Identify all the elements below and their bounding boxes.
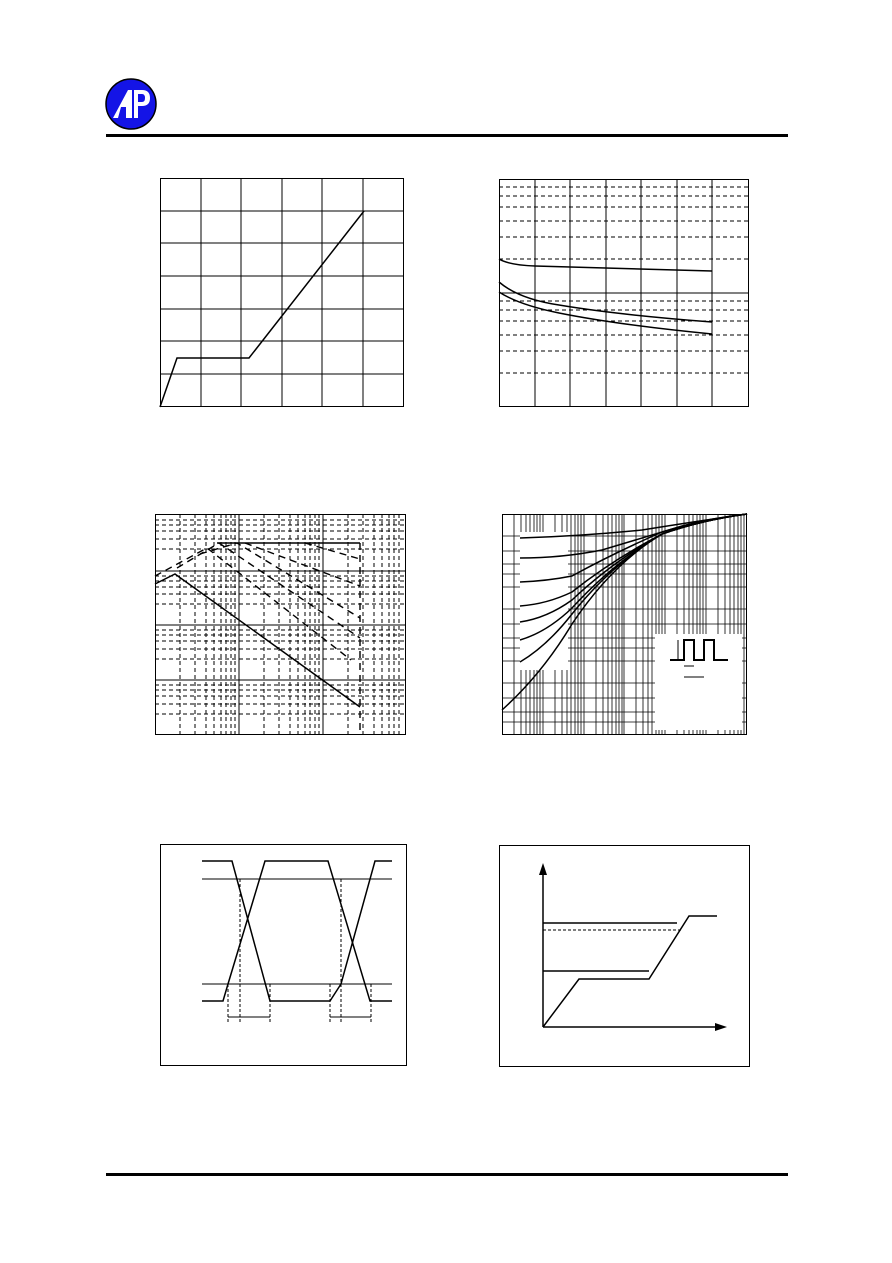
fig4-label-area — [520, 532, 568, 670]
fig4-pulse-inset — [655, 634, 742, 730]
fig3-pulse-5 — [305, 543, 360, 559]
fig6-y-arrow — [539, 863, 547, 875]
fig2-grid — [499, 179, 749, 407]
fig6-x-arrow — [715, 1023, 727, 1031]
fig3-pulse-2 — [177, 543, 360, 638]
company-logo — [104, 77, 158, 131]
figure-1-chart — [160, 178, 404, 407]
figure-2-chart — [499, 179, 749, 407]
header-rule — [106, 134, 788, 137]
fig6-frame — [500, 846, 750, 1067]
figure-3-chart — [155, 514, 406, 735]
figure-5-diagram — [160, 844, 407, 1066]
fig1-grid — [160, 178, 404, 407]
footer-rule — [106, 1173, 788, 1176]
fig3-grid — [155, 514, 406, 735]
fig5-vds-wave — [202, 861, 392, 1001]
fig5-frame — [161, 845, 407, 1066]
fig3-soa-lines — [155, 543, 360, 735]
figure-6-diagram — [499, 845, 750, 1067]
fig3-pulse-3 — [200, 543, 360, 618]
figure-4-chart — [502, 514, 747, 735]
logo-icon — [104, 77, 158, 131]
